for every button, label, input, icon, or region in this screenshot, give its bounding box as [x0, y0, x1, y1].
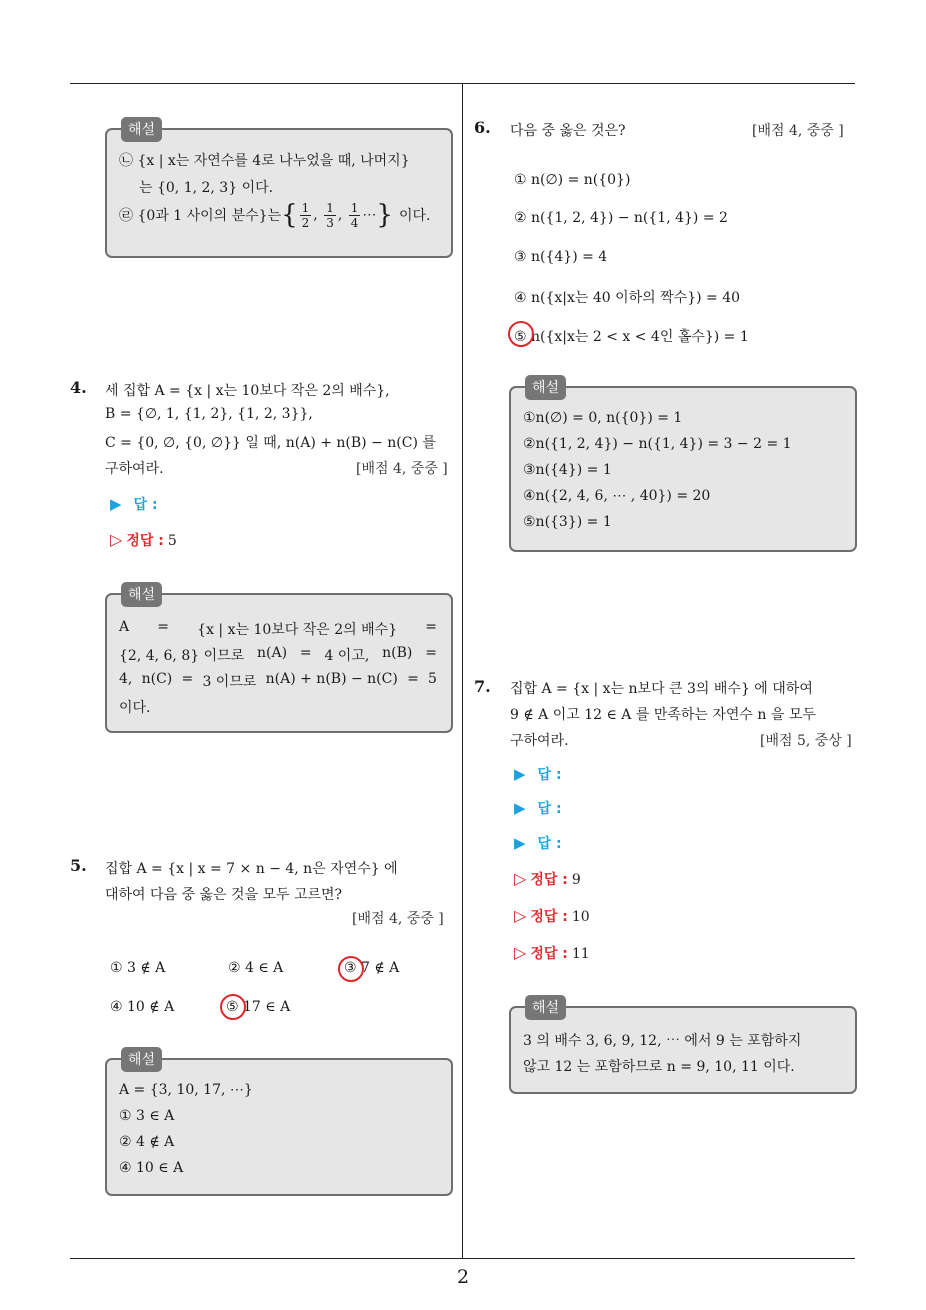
explanation-tag: 해설: [121, 582, 162, 607]
question-meta: [배점 4, 중중 ]: [356, 461, 448, 477]
question-text: 구하여라.: [105, 461, 164, 477]
answer-field[interactable]: ▶ 답 :: [514, 765, 562, 783]
answer-field[interactable]: ▶ 답 :: [514, 799, 562, 817]
fraction: $\frac{1}{2}$: [301, 200, 310, 230]
question-text: 집합 A = {x | x = 7 × n − 4, n은 자연수} 에: [105, 861, 398, 877]
explanation-box-q6: [509, 380, 857, 552]
explanation-tag: 해설: [121, 117, 162, 142]
fraction: $\frac{1}{3}$: [326, 200, 334, 230]
answer-field[interactable]: ▶ 답 :: [110, 495, 158, 513]
explanation-text: ㉣ {0과 1 사이의 분수}는: [119, 208, 282, 224]
explanation-line: ⑤n({3}) = 1: [523, 514, 612, 530]
explanation-line: ③n({4}) = 1: [523, 462, 612, 478]
explanation-line: ① 3 ∈ A: [119, 1108, 175, 1124]
question-number: 5.: [70, 856, 87, 875]
question-text: 9 ∉ A 이고 12 ∈ A 를 만족하는 자연수 n 을 모두: [510, 707, 816, 723]
option-3[interactable]: ③ 7 ∉ A: [344, 960, 400, 976]
question-meta: [배점 4, 중중 ]: [352, 911, 444, 927]
correct-answer: ▷ 정답 : 5: [110, 530, 177, 549]
column-divider: [462, 84, 463, 1258]
explanation-line: ㉡ {x | x는 자연수를 4로 나누었을 때, 나머지}: [119, 153, 410, 169]
question-text: 집합 A = {x | x는 n보다 큰 3의 배수} 에 대하여: [510, 681, 813, 697]
correct-answer: ▷ 정답 : 11: [514, 943, 590, 962]
explanation-box-top: [105, 122, 453, 258]
option-4[interactable]: ④ n({x|x는 40 이하의 짝수}) = 40: [514, 290, 741, 306]
question-text: B = {∅, 1, {1, 2}, {1, 2, 3}},: [105, 406, 313, 422]
selected-mark-icon: [508, 321, 534, 347]
option-2[interactable]: ② 4 ∈ A: [228, 960, 284, 976]
brace-open: {: [281, 200, 298, 230]
page-number: 2: [456, 1266, 470, 1288]
explanation-box-q7: [509, 1000, 857, 1094]
option-1[interactable]: ① 3 ∉ A: [110, 960, 166, 976]
option-3[interactable]: ③ n({4}) = 4: [514, 249, 608, 265]
question-meta: [배점 4, 중중 ]: [752, 123, 844, 139]
correct-answer: ▷ 정답 : 10: [514, 906, 590, 925]
explanation-line: 이다.: [119, 700, 151, 716]
explanation-tag: 해설: [525, 375, 566, 400]
explanation-box-q5: [105, 1052, 453, 1196]
footer-rule: [70, 1258, 855, 1259]
explanation-line: ④n({2, 4, 6, ⋯ , 40}) = 20: [523, 488, 711, 504]
question-number: 6.: [474, 118, 491, 137]
explanation-line: {2, 4, 6, 8} 이므로 n(A) = 4 이고, n(B) =: [119, 645, 437, 664]
option-1[interactable]: ① n(∅) = n({0}): [514, 172, 631, 188]
explanation-line: 않고 12 는 포함하므로 n = 9, 10, 11 이다.: [523, 1059, 795, 1075]
explanation-line: ㉣ {0과 1 사이의 분수}는 { $\frac{1}{2}$ , $\frac{1}{3}$ , $\frac{1}{4}$ ⋯ } 이다.: [119, 200, 431, 230]
option-2[interactable]: ② n({1, 2, 4}) − n({1, 4}) = 2: [514, 210, 728, 226]
explanation-line: A = {x | x는 10보다 작은 2의 배수} =: [119, 619, 437, 638]
question-text: 세 집합 A = {x | x는 10보다 작은 2의 배수},: [105, 383, 390, 399]
question-text: 구하여라.: [510, 733, 569, 749]
explanation-line: 는 {0, 1, 2, 3} 이다.: [139, 180, 274, 196]
question-number: 4.: [70, 378, 87, 397]
play-icon: ▶: [110, 495, 122, 513]
selected-mark-icon: [220, 994, 246, 1020]
option-5[interactable]: ⑤ n({x|x는 2 < x < 4인 홀수}) = 1: [514, 329, 749, 345]
explanation-tag: 해설: [121, 1047, 162, 1072]
brace-close: }: [376, 200, 393, 230]
triangle-outline-icon: ▷: [110, 530, 123, 549]
explanation-line: ①n(∅) = 0, n({0}) = 1: [523, 410, 683, 426]
answer-field[interactable]: ▶ 답 :: [514, 834, 562, 852]
play-icon: ▶: [514, 834, 526, 852]
triangle-outline-icon: ▷: [514, 906, 527, 925]
ellipsis: ⋯: [362, 207, 377, 223]
question-text: C = {0, ∅, {0, ∅}} 일 때, n(A) + n(B) − n(C) 를: [105, 435, 436, 451]
explanation-text: 이다.: [398, 208, 431, 224]
play-icon: ▶: [514, 799, 526, 817]
explanation-line: 4, n(C) = 3 이므로 n(A) + n(B) − n(C) = 5: [119, 671, 437, 690]
explanation-box-q4: [105, 587, 453, 733]
question-text: 다음 중 옳은 것은?: [510, 123, 626, 139]
question-number: 7.: [474, 677, 491, 696]
correct-answer: ▷ 정답 : 9: [514, 869, 581, 888]
explanation-tag: 해설: [525, 995, 566, 1020]
explanation-line: ② 4 ∉ A: [119, 1134, 175, 1150]
triangle-outline-icon: ▷: [514, 869, 527, 888]
fraction: $\frac{1}{4}$: [350, 200, 359, 230]
triangle-outline-icon: ▷: [514, 943, 527, 962]
option-4[interactable]: ④ 10 ∉ A: [110, 999, 175, 1015]
question-text: 대하여 다음 중 옳은 것을 모두 고르면?: [105, 887, 343, 903]
question-meta: [배점 5, 중상 ]: [760, 733, 852, 749]
selected-mark-icon: [338, 956, 364, 982]
explanation-line: ②n({1, 2, 4}) − n({1, 4}) = 3 − 2 = 1: [523, 436, 792, 452]
explanation-line: A = {3, 10, 17, ⋯}: [119, 1082, 253, 1098]
play-icon: ▶: [514, 765, 526, 783]
explanation-line: 3 의 배수 3, 6, 9, 12, ⋯ 에서 9 는 포함하지: [523, 1033, 802, 1049]
explanation-line: ④ 10 ∈ A: [119, 1160, 184, 1176]
option-5[interactable]: ⑤ 17 ∈ A: [226, 999, 291, 1015]
